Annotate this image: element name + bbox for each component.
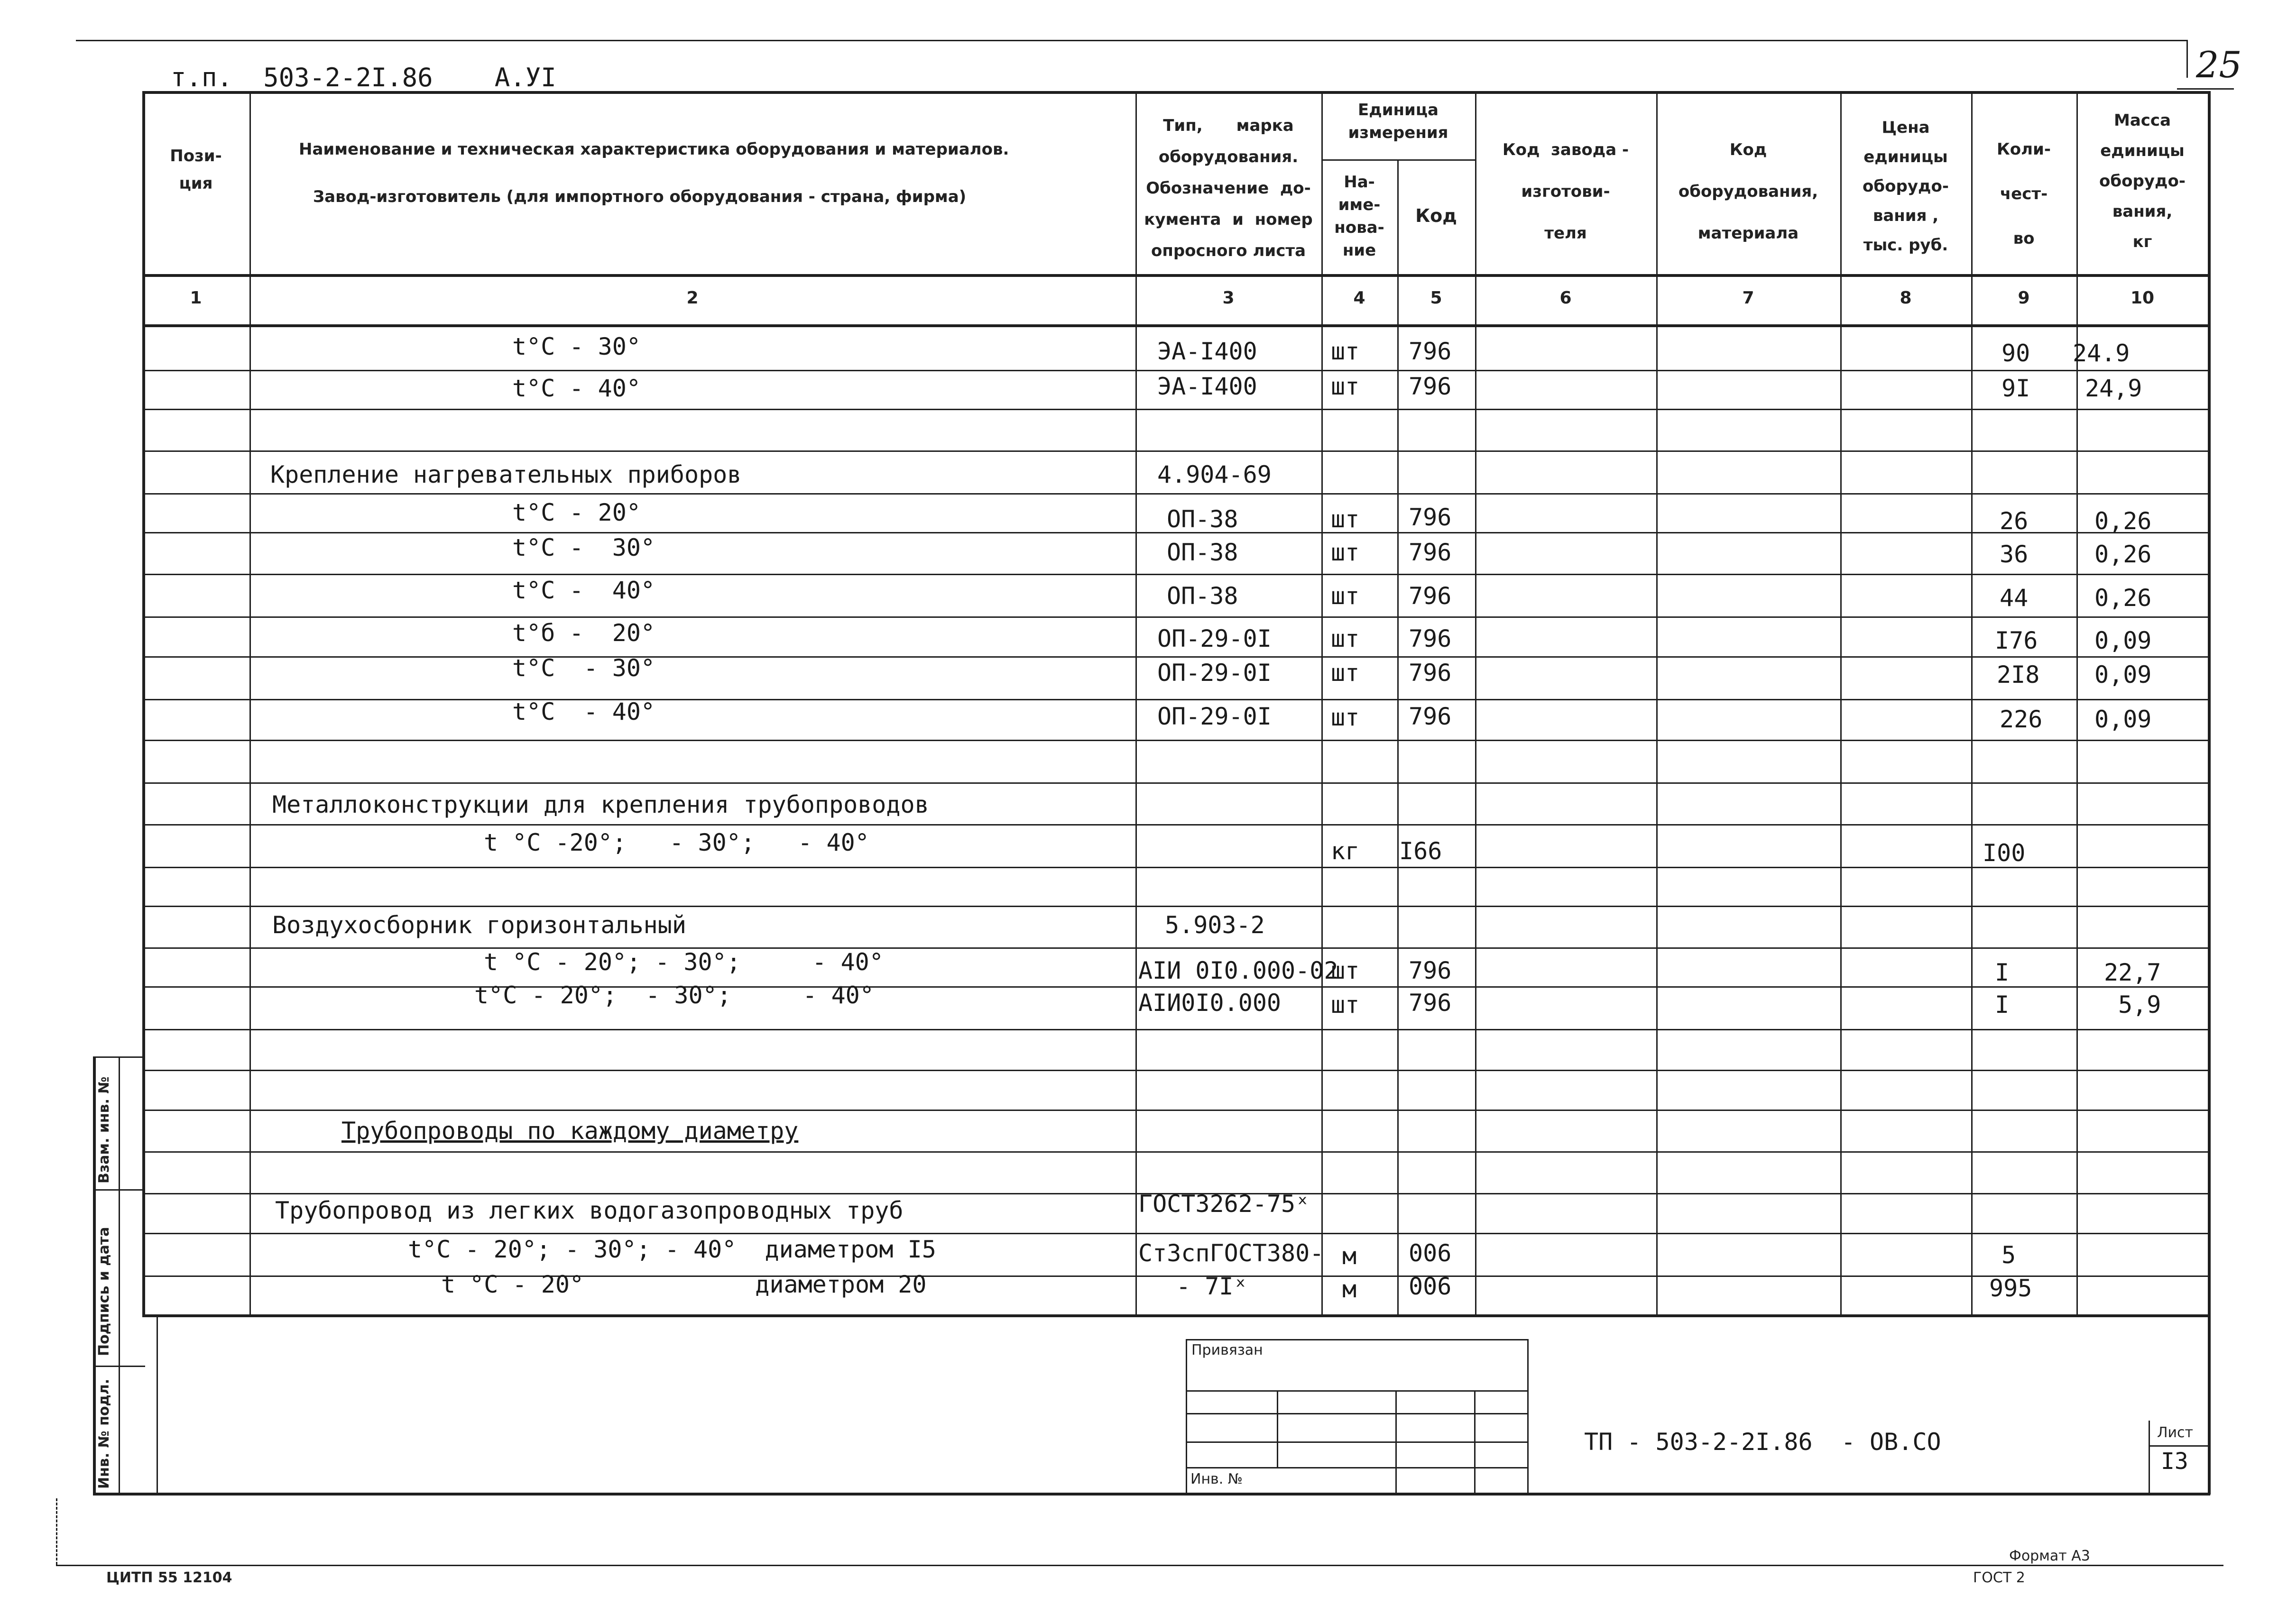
row-name: t°C - 30°	[512, 333, 641, 360]
document-code: ТП - 503-2-2I.86 - ОВ.СО	[1584, 1428, 1941, 1456]
title-block-privyazan: Привязан	[1191, 1342, 1263, 1358]
row-code: 796	[1409, 659, 1452, 687]
col-number-10: 10	[2130, 288, 2155, 308]
row-type: ОП-38	[1167, 505, 1238, 533]
side-stamp-vzam: Взам. инв. №	[96, 1076, 112, 1184]
row-unit: шт	[1331, 539, 1360, 566]
col-number-9: 9	[2018, 288, 2030, 308]
row-unit: шт	[1331, 659, 1360, 687]
row-unit: шт	[1331, 582, 1360, 610]
title-block-inv-no: Инв. №	[1190, 1471, 1243, 1487]
side-stamp-podpis: Подпись и дата	[96, 1227, 112, 1356]
row-qty: I	[1995, 991, 2010, 1018]
row-name: t °C - 20° диаметром 20	[441, 1271, 927, 1298]
row-type: АIИ0I0.000	[1138, 989, 1282, 1017]
row-qty: 90	[2002, 339, 2030, 367]
row-code: 006	[1409, 1239, 1452, 1267]
row-qty: 44	[2000, 584, 2029, 612]
header-equipment-code: Код оборудования, материала	[1678, 140, 1818, 243]
row-unit: шт	[1331, 625, 1360, 652]
side-stamp-inv: Инв. № подл.	[96, 1378, 112, 1489]
row-name: t°C - 40°	[512, 698, 655, 725]
header-unit-name: На- име- нова- ние	[1334, 173, 1384, 260]
row-type: 5.903-2	[1165, 911, 1265, 939]
row-name: Воздухосборник горизонтальный	[272, 911, 686, 939]
header-name-line1: Наименование и техническая характеристика оборудования и материалов.	[299, 140, 1009, 159]
sheet-label: Лист	[2157, 1424, 2194, 1441]
row-type: ОП-29-0I	[1157, 625, 1272, 652]
row-code: 796	[1409, 989, 1452, 1017]
row-qty: I76	[1995, 627, 2038, 654]
row-code: 796	[1409, 338, 1452, 365]
row-type: АIИ 0I0.000-02	[1138, 957, 1338, 984]
col-number-2: 2	[686, 288, 699, 308]
row-name: t °C -20°; - 30°; - 40°	[484, 829, 869, 856]
row-mass: 24.9	[2073, 339, 2130, 367]
row-type: Ст3спГОСТ380-	[1138, 1239, 1324, 1267]
col-number-5: 5	[1430, 288, 1442, 308]
row-mass: 5,9	[2118, 991, 2161, 1018]
row-unit: м	[1342, 1275, 1357, 1303]
row-name: t°C - 20°	[512, 499, 641, 526]
row-type: 4.904-69	[1157, 461, 1272, 488]
row-unit: кг	[1331, 837, 1360, 865]
header-factory-code: Код завода - изготови- теля	[1502, 140, 1629, 243]
footer-format: Формат А3	[2009, 1548, 2090, 1564]
row-unit: шт	[1331, 704, 1360, 731]
row-mass: 0,09	[2094, 661, 2152, 688]
row-code: 796	[1409, 504, 1452, 531]
row-type: ОП-38	[1167, 539, 1238, 566]
header-quantity: Коли- чест- во	[1997, 140, 2051, 248]
header-name-line2: Завод-изготовитель (для импортного оборудования - страна, фирма)	[313, 187, 967, 206]
row-name: t°C - 40°	[512, 375, 641, 402]
row-type: ЭА-I400	[1157, 338, 1257, 365]
row-mass: 22,7	[2104, 959, 2161, 986]
row-name: Металлоконструкции для крепления трубопроводов	[272, 791, 929, 818]
header-unit-code: Код	[1415, 205, 1457, 226]
col-number-8: 8	[1900, 288, 1912, 308]
row-mass: 0,26	[2094, 584, 2152, 612]
footer-gost: ГОСТ 2	[1973, 1569, 2025, 1586]
row-name: Трубопроводы по каждому диаметру	[341, 1117, 799, 1145]
header-type-mark: Тип, марка оборудования. Обозначение до- кумента и номер опросного листа	[1144, 116, 1313, 260]
sheet-corner-number: 25	[2196, 44, 2242, 86]
row-unit: шт	[1331, 338, 1360, 365]
row-name: t °C - 20°; - 30°; - 40°	[484, 948, 884, 976]
col-number-6: 6	[1559, 288, 1572, 308]
row-name: t°C - 30°	[512, 654, 655, 682]
row-qty: 2I8	[1997, 661, 2040, 688]
row-mass: 24,9	[2085, 375, 2142, 402]
row-code: 796	[1409, 625, 1452, 652]
row-code: 796	[1409, 703, 1452, 730]
row-name: t°C - 30°	[512, 534, 655, 561]
header-position: Пози- ция	[170, 147, 222, 193]
row-name: t°C - 40°	[512, 577, 655, 604]
row-code: 796	[1409, 582, 1452, 610]
row-code: I66	[1399, 837, 1442, 865]
col-number-3: 3	[1222, 288, 1235, 308]
row-qty: I00	[1983, 839, 2026, 867]
row-qty: 995	[1989, 1275, 2032, 1302]
row-code: 796	[1409, 957, 1452, 984]
row-type: ГОСТ3262-75ˣ	[1138, 1190, 1310, 1218]
row-code: 796	[1409, 373, 1452, 400]
row-name: Трубопровод из легких водогазопроводных труб	[275, 1197, 904, 1224]
row-mass: 0,09	[2094, 706, 2152, 733]
row-qty: 226	[2000, 706, 2043, 733]
top-caption: т.п. 503-2-2I.86 А.УI	[171, 63, 556, 92]
row-code: 006	[1409, 1273, 1452, 1300]
row-name: t°C - 20°; - 30°; - 40° диаметром I5	[408, 1236, 936, 1263]
header-mass: Масса единицы оборудо- вания, кг	[2099, 111, 2186, 251]
header-price: Цена единицы оборудо- вания , тыс. руб.	[1863, 118, 1949, 255]
row-name: Крепление нагревательных приборов	[270, 461, 742, 488]
row-type: ЭА-I400	[1157, 373, 1257, 400]
sheet-number: I3	[2161, 1448, 2188, 1475]
row-mass: 0,26	[2094, 507, 2152, 535]
row-qty: 26	[2000, 507, 2029, 535]
row-mass: 0,09	[2094, 627, 2152, 654]
row-mass: 0,26	[2094, 541, 2152, 568]
row-unit: шт	[1331, 957, 1360, 984]
col-number-4: 4	[1353, 288, 1365, 308]
row-qty: I	[1995, 959, 2010, 986]
row-name: t°б - 20°	[512, 619, 655, 647]
row-qty: 9I	[2002, 375, 2030, 402]
row-name: t°C - 20°; - 30°; - 40°	[474, 982, 874, 1009]
row-type: ОП-29-0I	[1157, 659, 1272, 687]
header-unit-group: Единица измерения	[1348, 101, 1448, 142]
row-unit: шт	[1331, 991, 1360, 1018]
row-type: ОП-38	[1167, 582, 1238, 610]
col-number-7: 7	[1742, 288, 1754, 308]
col-number-1: 1	[190, 288, 202, 308]
row-unit: м	[1342, 1242, 1357, 1270]
footer-citp: ЦИТП 55 12104	[106, 1569, 232, 1586]
row-qty: 5	[2002, 1241, 2016, 1269]
row-type: ОП-29-0I	[1157, 703, 1272, 730]
row-type: - 7Iˣ	[1176, 1273, 1248, 1300]
row-code: 796	[1409, 539, 1452, 566]
row-unit: шт	[1331, 505, 1360, 533]
row-qty: 36	[2000, 541, 2029, 568]
row-unit: шт	[1331, 373, 1360, 400]
